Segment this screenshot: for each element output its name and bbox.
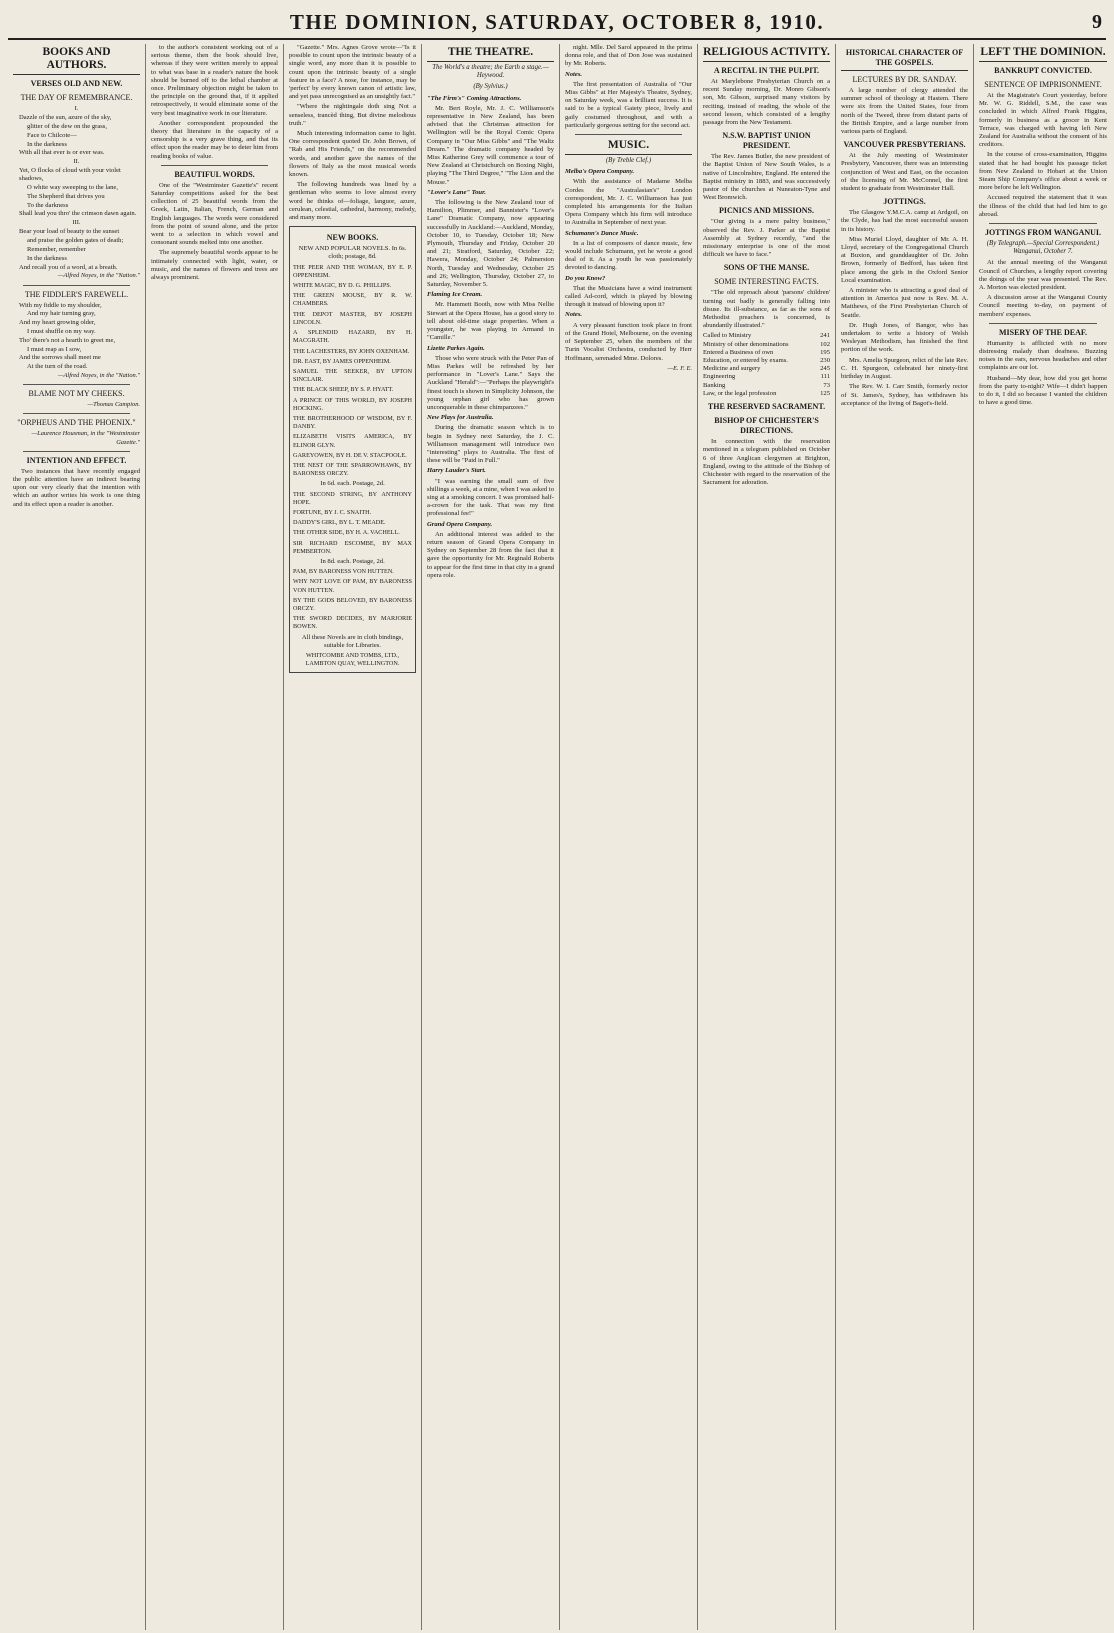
section-heading: HISTORICAL CHARACTER OF THE GOSPELS. <box>841 48 968 71</box>
table-cell: 245 <box>820 365 830 373</box>
poem-line: Bear your load of beauty to the sunset <box>19 228 120 236</box>
article-paragraph: In a list of composers of dance music, few would include Schumann, yet he wrote a good deal of it. As a youth he was passionately devoted to dancing. <box>565 239 692 272</box>
book-listing: THE SECOND STRING, BY ANTHONY HOPE. <box>293 490 412 506</box>
article-paragraph: "Gazette." Mrs. Agnes Grove wrote—"Is it possible to count upon the intrinsic beauty of a single word, any more than it is possible to count upon the intrinsic beauty of a single feature in a face? A nose, for instance, may be 'perfect' by every known canon of artistic law, and yet pass unrecognised as an unsightly fact." <box>289 44 416 101</box>
ad-line: All these Novels are in cloth bindings, suitable for Libraries. <box>301 633 404 649</box>
poem-line: With my fiddle to my shoulder, <box>19 301 102 309</box>
book-listing: THE BLACK SHEEP, BY S. P. HYATT. <box>293 386 394 394</box>
ad-heading: NEW BOOKS. <box>326 233 379 243</box>
subheading: VERSES OLD AND NEW. <box>30 79 123 88</box>
table-cell: 230 <box>820 357 830 365</box>
article-paragraph: Dr. Hugh Jones, of Bangor, who has undertaken to write a history of Welsh Wesleyan Methodism, has finished the first portion of the work. <box>841 321 968 354</box>
book-listing: GAREYOWEN, BY H. DE V. STACPOOLE. <box>293 451 407 459</box>
article-paragraph: Mrs. Amelia Spurgeon, relict of the late Rev. C. H. Spurgeon, celebrated her ninety-first birthday in August. <box>841 356 968 381</box>
table-cell: Engineering <box>703 373 736 381</box>
article-paragraph: Humanity is afflicted with no more distressing malady than deafness. Buzzing noises in the ears, nervous headaches and other complaints are our lot. <box>979 339 1107 372</box>
article-heading: BEAUTIFUL WORDS. <box>174 169 255 179</box>
book-listing: BY THE GODS BELOVED, BY BARONESS ORCZY. <box>293 596 412 612</box>
article-paragraph: The first presentation of Australia of "Our Miss Gibbs" at Her Majesty's Theatre, Sydney, on Saturday week, was a brilliant success. It is said to be a typical Gaiety piece, lively and gaily costumed throughout, and with a particularly gorgeous setting for the second act. <box>565 80 692 129</box>
book-advertisement <box>289 226 416 673</box>
table-cell: 125 <box>820 389 830 397</box>
poem-line: O white way sweeping to the lane, <box>27 183 119 191</box>
poem-attribution: —Alfred Noyes, in the "Nation." <box>57 272 140 280</box>
divider <box>989 223 1097 224</box>
poem-line: Dazzle of the sun, azure of the sky, <box>19 114 112 122</box>
subheading: BISHOP OF CHICHESTER'S DIRECTIONS. <box>714 416 819 436</box>
article-paragraph: During the dramatic season which is to begin in Sydney next Saturday, the J. C. Williamson management will introduce two "interesting" plays to Australia. The first of these will be "Paid in Full." <box>427 424 554 465</box>
page-number: 9 <box>1092 11 1102 33</box>
article-paragraph: The Rev. W. I. Carr Smith, formerly rector of St. James's, Sydney, has withdrawn his acceptance of the living of Bagot's-field. <box>841 383 968 407</box>
byline: (By Sylvius.) <box>473 83 508 91</box>
table-row <box>703 341 830 349</box>
table-cell: Law, or the legal profession <box>703 389 777 397</box>
column-4 <box>422 44 560 1630</box>
poem-line: I must reap as I sow, <box>27 345 82 353</box>
poem-line: Yet, O flocks of cloud with your violet shadows, <box>19 167 121 183</box>
article-paragraph: The Glasgow Y.M.C.A. camp at Ardgoil, on the Clyde, has had the most successful season in its history. <box>841 209 968 233</box>
poem-line: and praise the golden gates of death; <box>27 237 124 245</box>
article-paragraph: "Where the nightingale doth sing Not a senseless, trancèd thing, But divine melodious truth." <box>289 103 416 127</box>
columns <box>8 44 1106 1630</box>
article-heading: Grand Opera Company. <box>427 520 493 528</box>
book-listing: ELIZABETH VISITS AMERICA, BY ELINOR GLYN. <box>293 433 412 449</box>
article-paragraph: That the Musicians have a wind instrument called Ad-cord, which is played by blowing through it instead of blowing upon it? <box>565 284 692 309</box>
masthead-title: THE DOMINION, SATURDAY, OCTOBER 8, 1910. <box>289 10 825 34</box>
ad-line: NEW AND POPULAR NOVELS. In 6s. cloth; postage, 8d. <box>298 245 407 261</box>
subheading: MISERY OF THE DEAF. <box>998 327 1088 337</box>
section-heading: LEFT THE DOMINION. <box>979 46 1107 62</box>
article-paragraph: A very pleasant function took place in front of the Grand Hotel, Melbourne, on the evening of September 25, when the members of the Turin Vocalist Orchestra, conducted by Herr Hoffmann, serenaded Mme. Dolores. <box>565 321 692 362</box>
table-cell: 195 <box>820 348 830 356</box>
byline: (By Treble Clef.) <box>605 157 652 165</box>
article-heading: Do you Know? <box>565 274 606 282</box>
poem-line: The Shepherd that drives you <box>27 192 105 200</box>
poem-line: glitter of the dew on the grass, <box>27 123 108 130</box>
subheading: JOTTINGS FROM WANGANUI. <box>984 228 1102 238</box>
table-row <box>703 382 830 390</box>
subheading: N.S.W. BAPTIST UNION PRESIDENT. <box>722 131 811 151</box>
column-8 <box>974 44 1112 1630</box>
divider <box>23 413 130 414</box>
stats-table <box>703 332 830 398</box>
article-heading: New Plays for Australia. <box>427 414 494 422</box>
article-paragraph: "The old reproach about 'parsons' children' turning out badly is generally falling into disuse. Its ill-substance, as far as the sons of Methodist preachers is concerned, is abundantly illustrated." <box>703 289 830 330</box>
subheading: SOME INTERESTING FACTS. <box>714 277 819 287</box>
subheading: PICNICS AND MISSIONS. <box>719 206 814 216</box>
article-paragraph: A minister who is attracting a good deal of attention in America just now is Rev. M. A. Matthews, of the First Presbyterian Church of Seattle. <box>841 287 968 319</box>
article-paragraph: The Rev. James Butler, the new president of the Baptist Union of New South Wales, is a native of Lincolnshire, England. He entered the Baptist ministry in 1883, and was successively pastor of the churches at Nuneaton-Tyne and West Bromwich. <box>703 153 830 202</box>
article-heading: Flaming Ice Cream. <box>427 291 483 299</box>
book-listing: DADDY'S GIRL, BY L. T. MEADE. <box>293 519 386 527</box>
article-paragraph: Miss Muriel Lloyd, daughter of Mr. A. H. Lloyd, secretary of the Congregational Church at Buxton, and granddaughter of Dr. John Brown, formerly of Bedford, has taken first place among the girls in the Oxford Senior Local examination. <box>841 235 968 284</box>
article-paragraph: A large number of clergy attended the summer school of theology at Hastem. There were six from the United States, four from north of the Tweed, three from distant parts of the British Empire, and a large number from various parts of England. <box>841 87 968 136</box>
article-heading: Schumann's Dance Music. <box>565 229 639 237</box>
article-heading: "Lover's Lane" Tour. <box>427 188 486 196</box>
table-cell: Entered a Business of own <box>703 348 774 356</box>
poem-line: Shall lead you thro' the crimson dawn again. <box>19 210 137 218</box>
ad-line: In 8d. each. Postage, 2d. <box>320 557 385 565</box>
divider <box>575 134 682 135</box>
article-paragraph: "I was earning the small sum of five shillings a week, at a mine, when I was asked to sing at a smoking concert. I was promised half-a-crown for the task. That was my first professional fee!" <box>427 477 554 518</box>
article-heading: Harry Lauder's Start. <box>427 467 486 475</box>
ad-line: In 6d. each. Postage, 2d. <box>320 480 385 488</box>
subheading: LECTURES BY DR. SANDAY. <box>852 75 957 84</box>
subheading: VANCOUVER PRESBYTERIANS. <box>843 140 966 150</box>
article-heading: Notes. <box>565 311 583 319</box>
poem-line: And my hair turning gray, <box>27 310 96 318</box>
stanza-number: III. <box>72 219 81 227</box>
poem-line: At the turn of the road. <box>27 363 88 371</box>
book-listing: THE SWORD DECIDES, BY MARJORIE BOWEN. <box>293 615 412 631</box>
poem-line: Face to Chilcote— <box>27 131 77 139</box>
article-paragraph: The following is the New Zealand tour of Hamilton, Plimmer, and Bannister's "Lover's Lane" Dramatic Company, now appearing successfully in Auckland:—Auckland, Monday, October 10, to Tuesday, October 18; New Plymouth, Thursday and Friday, October 20 and 21; Stratford, Saturday, October 22; Hawera, Monday, October 24; Palmerston North, Tuesday and Wednesday, October 25 and 26; Wellington, Thursday, October 27, to Saturday, November 5. <box>427 199 554 289</box>
article-heading: Lizette Parkes Again. <box>427 344 485 352</box>
poem-line: And my heart growing older, <box>19 319 96 327</box>
section-heading: BOOKS AND AUTHORS. <box>13 46 140 75</box>
divider <box>161 165 268 166</box>
article-paragraph: In connection with the reservation mentioned in a telegram published on October 6 of three Anglican clergymen at Brighton, England, owing to the attitude of the Bishop of Chichester with regard to the reservation of the Sacrament for adoration. <box>703 438 830 487</box>
section-heading: MUSIC. <box>565 139 692 155</box>
book-listing: THE OTHER SIDE, BY H. A. VACHELL. <box>293 529 400 537</box>
poem-attribution: —Alfred Noyes, in the "Nation." <box>57 371 140 379</box>
section-tagline: The World's a theatre; the Earth a stage.—Heywood. <box>432 64 549 80</box>
table-cell: Ministry of other denominations <box>703 340 789 348</box>
poem-line: With all that ever is or ever was. <box>19 149 105 157</box>
article-paragraph: Husband—My dear, how did you get home from the party to-night? Wife—I didn't happen to do it, I did so because I wanted the children to have a good time. <box>979 374 1107 407</box>
divider <box>23 285 130 286</box>
poem-line: Tho' there's not a hearth to greet me, <box>19 336 116 344</box>
article-paragraph: Mr. Hammett Booth, now with Miss Nellie Stewart at the Opera House, has a good story to tell about old-time stage properties. When a youngster, he was playing in Armand in "Camille." <box>427 301 554 342</box>
masthead <box>8 6 1106 40</box>
article-heading: Notes. <box>565 70 583 78</box>
poem-attribution: —Thomas Campion. <box>87 401 140 409</box>
book-listing: THE LACHESTERS, BY JOHN OXENHAM. <box>293 347 410 355</box>
article-paragraph: Accused required the statement that it was the illness of the child that had led him to go abroad. <box>979 194 1107 218</box>
column-6 <box>698 44 836 1630</box>
poem-line: And recall you of a word, at a breath. <box>19 263 118 271</box>
article-heading: "The Firm's" Coming Attractions. <box>427 94 522 102</box>
book-listing: WHY NOT LOVE OF PAM, BY BARONESS VON HUTTEN. <box>293 578 412 594</box>
stanza-number: II. <box>73 158 80 166</box>
poem-line: In the darkness <box>27 140 67 148</box>
column-7 <box>836 44 974 1630</box>
article-paragraph: One of the "Westminster Gazette's" recent Saturday competitions asked for the best collection of 25 beautiful words from the Greek, Latin, Italian, French, German and English languages. The words were considered from the point of sound alone, and the prize went to a selection in which vowel and consonant sounds melted into one another. <box>151 181 278 247</box>
column-5 <box>560 44 698 1630</box>
table-cell: 102 <box>820 340 830 348</box>
subheading: THE RESERVED SACRAMENT. <box>707 402 826 412</box>
book-listing: THE BROTHERHOOD OF WISDOM, BY F. DANBY. <box>293 414 412 431</box>
book-listing: THE GREEN MOUSE, BY R. W. CHAMBERS. <box>293 292 412 308</box>
article-heading: INTENTION AND EFFECT. <box>26 455 127 465</box>
article-paragraph: to the author's consistent working out of a serious theme, then the book should live, whereas if they were written merely to appeal to what was base in a reader's nature the book should be burned off to the lethal chamber at once. Preliminary objection might be taken to the principle on the ground that, if it applied retrospectively, it would eliminate some of the very best imaginative work in our literature. <box>151 44 278 117</box>
table-cell: 73 <box>823 381 830 389</box>
column-2 <box>146 44 284 1630</box>
book-listing: THE DEPOT MASTER, BY JOSEPH LINCOLN. <box>293 310 412 326</box>
article-paragraph: The supremely beautiful words appear to be intimately connected with light, water, or music, and the names of flowers and trees are always prominent. <box>151 249 278 282</box>
section-heading: THE THEATRE. <box>427 46 554 62</box>
article-paragraph: At Marylebone Presbyterian Church on a recent Sunday morning, Dr. Monro Gibson's son, Mr. Gibson, surprised many visitors by reciting, instead of reading, the whole of the second lesson, which consisted of a lengthy passage from the New Testament. <box>703 78 830 127</box>
poem-line: To the darkness <box>27 201 69 209</box>
column-3 <box>284 44 422 1630</box>
table-cell: 241 <box>820 332 830 340</box>
table-cell: Banking <box>703 381 726 389</box>
article-paragraph: A discussion arose at the Wanganui County Council meeting to-day, on payment of members' expenses. <box>979 294 1107 318</box>
book-listing: THE PEER AND THE WOMAN, BY E. P. OPPENHEIM. <box>293 263 412 279</box>
article-paragraph: An additional interest was added to the return season of Grand Opera Company in Sydney on September 28 from the fact that it gave the opportunity for Mr. Reginald Roberts to appear for the first time in that city in a grand opera role. <box>427 530 554 579</box>
subheading: JOTTINGS. <box>883 197 926 207</box>
stanza-number: I. <box>74 105 79 112</box>
book-listing: A SPLENDID HAZARD, BY H. MACGRATH. <box>293 329 412 345</box>
article-paragraph: At the Magistrate's Court yesterday, before Mr. W. G. Riddell, S.M., the case was concluded in which Alfred Frank Higgins, formerly in business as a grocer in Kent Terrace, was charged with having left New Zealand for Australia without the consent of his creditors. <box>979 92 1107 149</box>
subheading: SONS OF THE MANSE. <box>723 263 810 273</box>
book-listing: SIR RICHARD ESCOMBE, BY MAX PEMBERTON. <box>293 539 412 555</box>
book-listing: SAMUEL THE SEEKER, BY UPTON SINCLAIR. <box>293 367 412 384</box>
divider <box>989 323 1097 324</box>
table-cell: Medicine and surgery <box>703 365 761 373</box>
table-row <box>703 349 830 357</box>
poem-title: THE DAY OF REMEMBRANCE. <box>20 93 133 102</box>
poem-title: THE FIDDLER'S FAREWELL. <box>24 289 129 299</box>
poem-title: "ORPHEUS AND THE PHOENIX." <box>17 418 136 428</box>
article-heading: Melba's Opera Company. <box>565 168 635 176</box>
article-paragraph: Those who were struck with the Peter Pan of Miss Parkes will be refreshed by her performance in "Lover's Lane." Says the Auckland "Herald":—"Perhaps the playwright's finest touch is shown in Simplicity Johnson, the young orphan girl who has grown unconquerable in these chimpanzees." <box>427 354 554 411</box>
subheading: A RECITAL IN THE PULPIT. <box>713 66 820 75</box>
poem-line: And the sorrows shall meet me <box>19 354 101 362</box>
book-listing: DR. EAST, BY JAMES OPPENHEIM. <box>293 357 391 365</box>
article-paragraph: At the annual meeting of the Wanganui Council of Churches, a lengthy report covering the doings of the year was presented. The Rev. A. Morton was elected president. <box>979 259 1107 292</box>
byline: (By Telegraph.—Special Correspondent.) Wanganui, October 7. <box>986 240 1100 256</box>
article-paragraph: "Our giving is a mere paltry business," observed the Rev. J. Parker at the Baptist Assembly at Sydney recently, "and the missionary enterprise is one of the most difficult we have to face." <box>703 218 830 259</box>
table-row <box>703 365 830 373</box>
table-cell: 111 <box>820 373 830 381</box>
table-row <box>703 332 830 340</box>
section-heading: RELIGIOUS ACTIVITY. <box>703 46 830 62</box>
poem-line: In the darkness <box>27 254 67 262</box>
book-listing: A PRINCE OF THIS WORLD, BY JOSEPH HOCKING. <box>293 396 412 412</box>
book-listing: FORTUNE, BY J. C. SNAITH. <box>293 508 372 516</box>
signature: —E. F. E. <box>667 364 692 372</box>
publisher-name: WHITCOMBE AND TOMBS, LTD., LAMBTON QUAY, WELLINGTON. <box>305 652 400 668</box>
article-paragraph: Much interesting information came to light. One correspondent quoted Dr. John Brown, of "Rab and His Friends," on the recommended words, and another gave the names of the flowers of Italy as the most musical words known. <box>289 130 416 179</box>
article-paragraph: Mr. Bert Royle, Mr. J. C. Williamson's representative in New Zealand, has been advised that the Christmas attraction for Wellington will be the Royal Comic Opera Company in "Our Miss Gibbs" and "The Waltz Dream." The dramatic company headed by Miss Katherine Grey will commence a tour of New Zealand at Christchurch on Boxing Night, playing "The Third Degree," "The Lion and the Mouse." <box>427 104 554 186</box>
book-listing: WHITE MAGIC, BY D. G. PHILLIPS. <box>293 282 392 290</box>
article-paragraph: At the July meeting of Westminster Presbytery, Vancouver, there was an interesting conjunction of West and East, on the occasion of the licensing of Mr. McConnel, the first student to graduate from Westminster Hall. <box>841 152 968 193</box>
subheading: BANKRUPT CONVICTED. <box>994 66 1092 75</box>
article-paragraph: Another correspondent propounded the theory that literature in the capacity of a censorship is a very grave thing, and that its effect upon the reader may be to deter him from reading books of value. <box>151 119 278 160</box>
table-row <box>703 390 830 398</box>
column-1 <box>8 44 146 1630</box>
poem-attribution: —Laurence Housman, in the "Westminster Gazette." <box>31 430 140 446</box>
poem-line: I must shuffle on my way. <box>27 327 96 335</box>
subheading: SENTENCE OF IMPRISONMENT. <box>984 80 1102 89</box>
article-paragraph: In the course of cross-examination, Higgins stated that he had bought his passage ticket from New Zealand to Hobart at the Union Steam Ship Company's office about a week or more before he left Wellington. <box>979 151 1107 192</box>
article-paragraph: With the assistance of Madame Melba Cordes the "Australasian's" London correspondent, Mr. J. C. Williamson has just completed his arrangements for the Italian Opera Company which his firm will introduce to Australia in September of next year. <box>565 178 692 227</box>
book-listing: PAM, BY BARONESS VON HUTTEN. <box>293 568 394 576</box>
book-listing: THE NEST OF THE SPARROWHAWK, BY BARONESS ORCZY. <box>293 461 412 478</box>
divider <box>23 384 130 385</box>
article-paragraph: Two instances that have recently engaged the public attention have an indirect bearing upon our very clearly that the intention with which an author writes his work is one thing and its effect upon a reader is another. <box>13 467 140 508</box>
poem-title: BLAME NOT MY CHEEKS. <box>28 389 125 399</box>
table-row <box>703 357 830 365</box>
article-paragraph: night. Mlle. Del Sarol appeared in the prima donna role, and that of Don Jose was sustained by Mr. Roberts. <box>565 44 692 68</box>
divider <box>23 451 130 452</box>
poem-line: Remember, remember <box>27 245 86 253</box>
table-cell: Education, or entered by exams. <box>703 357 788 365</box>
table-cell: Called to Ministry <box>703 332 752 340</box>
table-row <box>703 373 830 381</box>
article-paragraph: The following hundreds was lined by a gentleman who seems to love almost every word he thinks of—foliage, languor, azure, cerulean, celestial, cathedral, harmony, melody, and many more. <box>289 181 416 222</box>
